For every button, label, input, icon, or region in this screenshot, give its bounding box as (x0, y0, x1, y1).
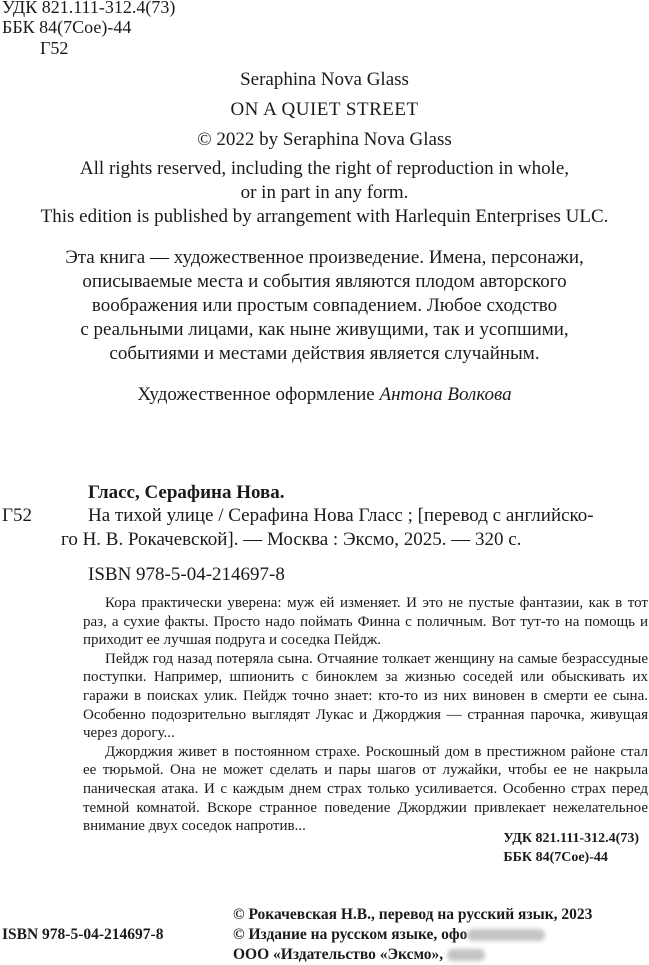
copyright-publisher-text: ООО «Издательство «Эксмо», (233, 946, 448, 963)
author-mark: Г52 (40, 38, 69, 58)
copyright-publisher (233, 945, 485, 965)
copyright-edition (233, 925, 545, 945)
rights-line-3: This edition is published by arrangement with Harlequin Enterprises ULC. (40, 206, 609, 227)
catalog-heading: Гласс, Серафина Нова. (88, 482, 285, 503)
disclaimer-line-5: событиями и местами действия является случайным. (109, 343, 540, 364)
original-copyright: © 2022 by Seraphina Nova Glass (197, 129, 452, 150)
catalog-entry-line-1: На тихой улице / Серафина Нова Гласс ; [перевод с английско- (88, 505, 594, 526)
copyright-translation: © Рокачевская Н.В., перевод на русский язык, 2023 (233, 906, 593, 923)
annotation (83, 594, 648, 836)
rights-line-1: All rights reserved, including the right of reproduction in whole, (79, 158, 570, 179)
disclaimer-line-3: воображения или простым совпадением. Любое сходство (91, 295, 558, 316)
rights-line-2: or in part in any form. (240, 182, 409, 203)
catalog-entry-line-2: го Н. В. Рокачевской]. — Москва : Эксмо, 2025. — 320 с. (61, 529, 522, 550)
design-credit (0, 383, 649, 407)
blurred-text (467, 929, 545, 941)
blurred-text (447, 949, 485, 961)
disclaimer-line-4: с реальными лицами, как ныне живущими, так и усопшими, (80, 319, 569, 340)
annotation-paragraph-1: Кора практически уверена: муж ей изменяет. И это не пустые фантазии, как в тот раз, а сухие факты. Просто надо поймать Финна с поличным. Вот тут-то на помощь и приходит ее лучшая подруга и соседка Пейдж. (83, 595, 648, 649)
design-label: Художественное оформление (137, 384, 380, 405)
disclaimer-line-1: Эта книга — художественное произведение. Имена, персонажи, (65, 247, 584, 268)
disclaimer-line-2: описываемые места и события являются плодом авторского (82, 271, 567, 292)
copyright-edition-text: © Издание на русском языке, офо (233, 926, 468, 943)
annotation-paragraph-3: Джорджия живет в постоянном страхе. Роскошный дом в престижном районе стал ее тюрьмой. Она не может сделать и пары шагов от лужайки, чтобы ее не накрыла паническая атака. И с каждым днем страх только усиливается. Особенно страх перед темной комнатой. Вскоре странное поведение Джорджии привлекает нежелательное внимание двух соседок напротив... (83, 743, 648, 835)
original-title: ON A QUIET STREET (230, 99, 419, 120)
catalog-mark: Г52 (2, 505, 32, 526)
bottom-udk: УДК 821.111-312.4(73) (503, 831, 639, 846)
design-artist: Антона Волкова (379, 384, 512, 405)
bottom-codes (503, 829, 639, 867)
original-author: Seraphina Nova Glass (240, 69, 409, 90)
bottom-bbk: ББК 84(7Сое)-44 (503, 850, 608, 865)
catalog-isbn: ISBN 978-5-04-214697-8 (88, 564, 285, 585)
bottom-isbn: ISBN 978-5-04-214697-8 (2, 926, 164, 943)
udk-code: УДК 821.111-312.4(73) (2, 0, 176, 17)
bbk-code: ББК 84(7Сое)-44 (2, 17, 132, 37)
annotation-paragraph-2: Пейдж год назад потеряла сына. Отчаяние толкает женщину на самые безрассудные поступки. Например, шпионить с биноклем за жизнью соседей или обыскивать их гаражи в поисках улик. Пейдж точно знает: кто-то из них виновен в смерти ее сына. Особенно подозрительно выглядят Лукас и Джорджия — странная парочка, живущая через дорогу... (83, 650, 648, 742)
